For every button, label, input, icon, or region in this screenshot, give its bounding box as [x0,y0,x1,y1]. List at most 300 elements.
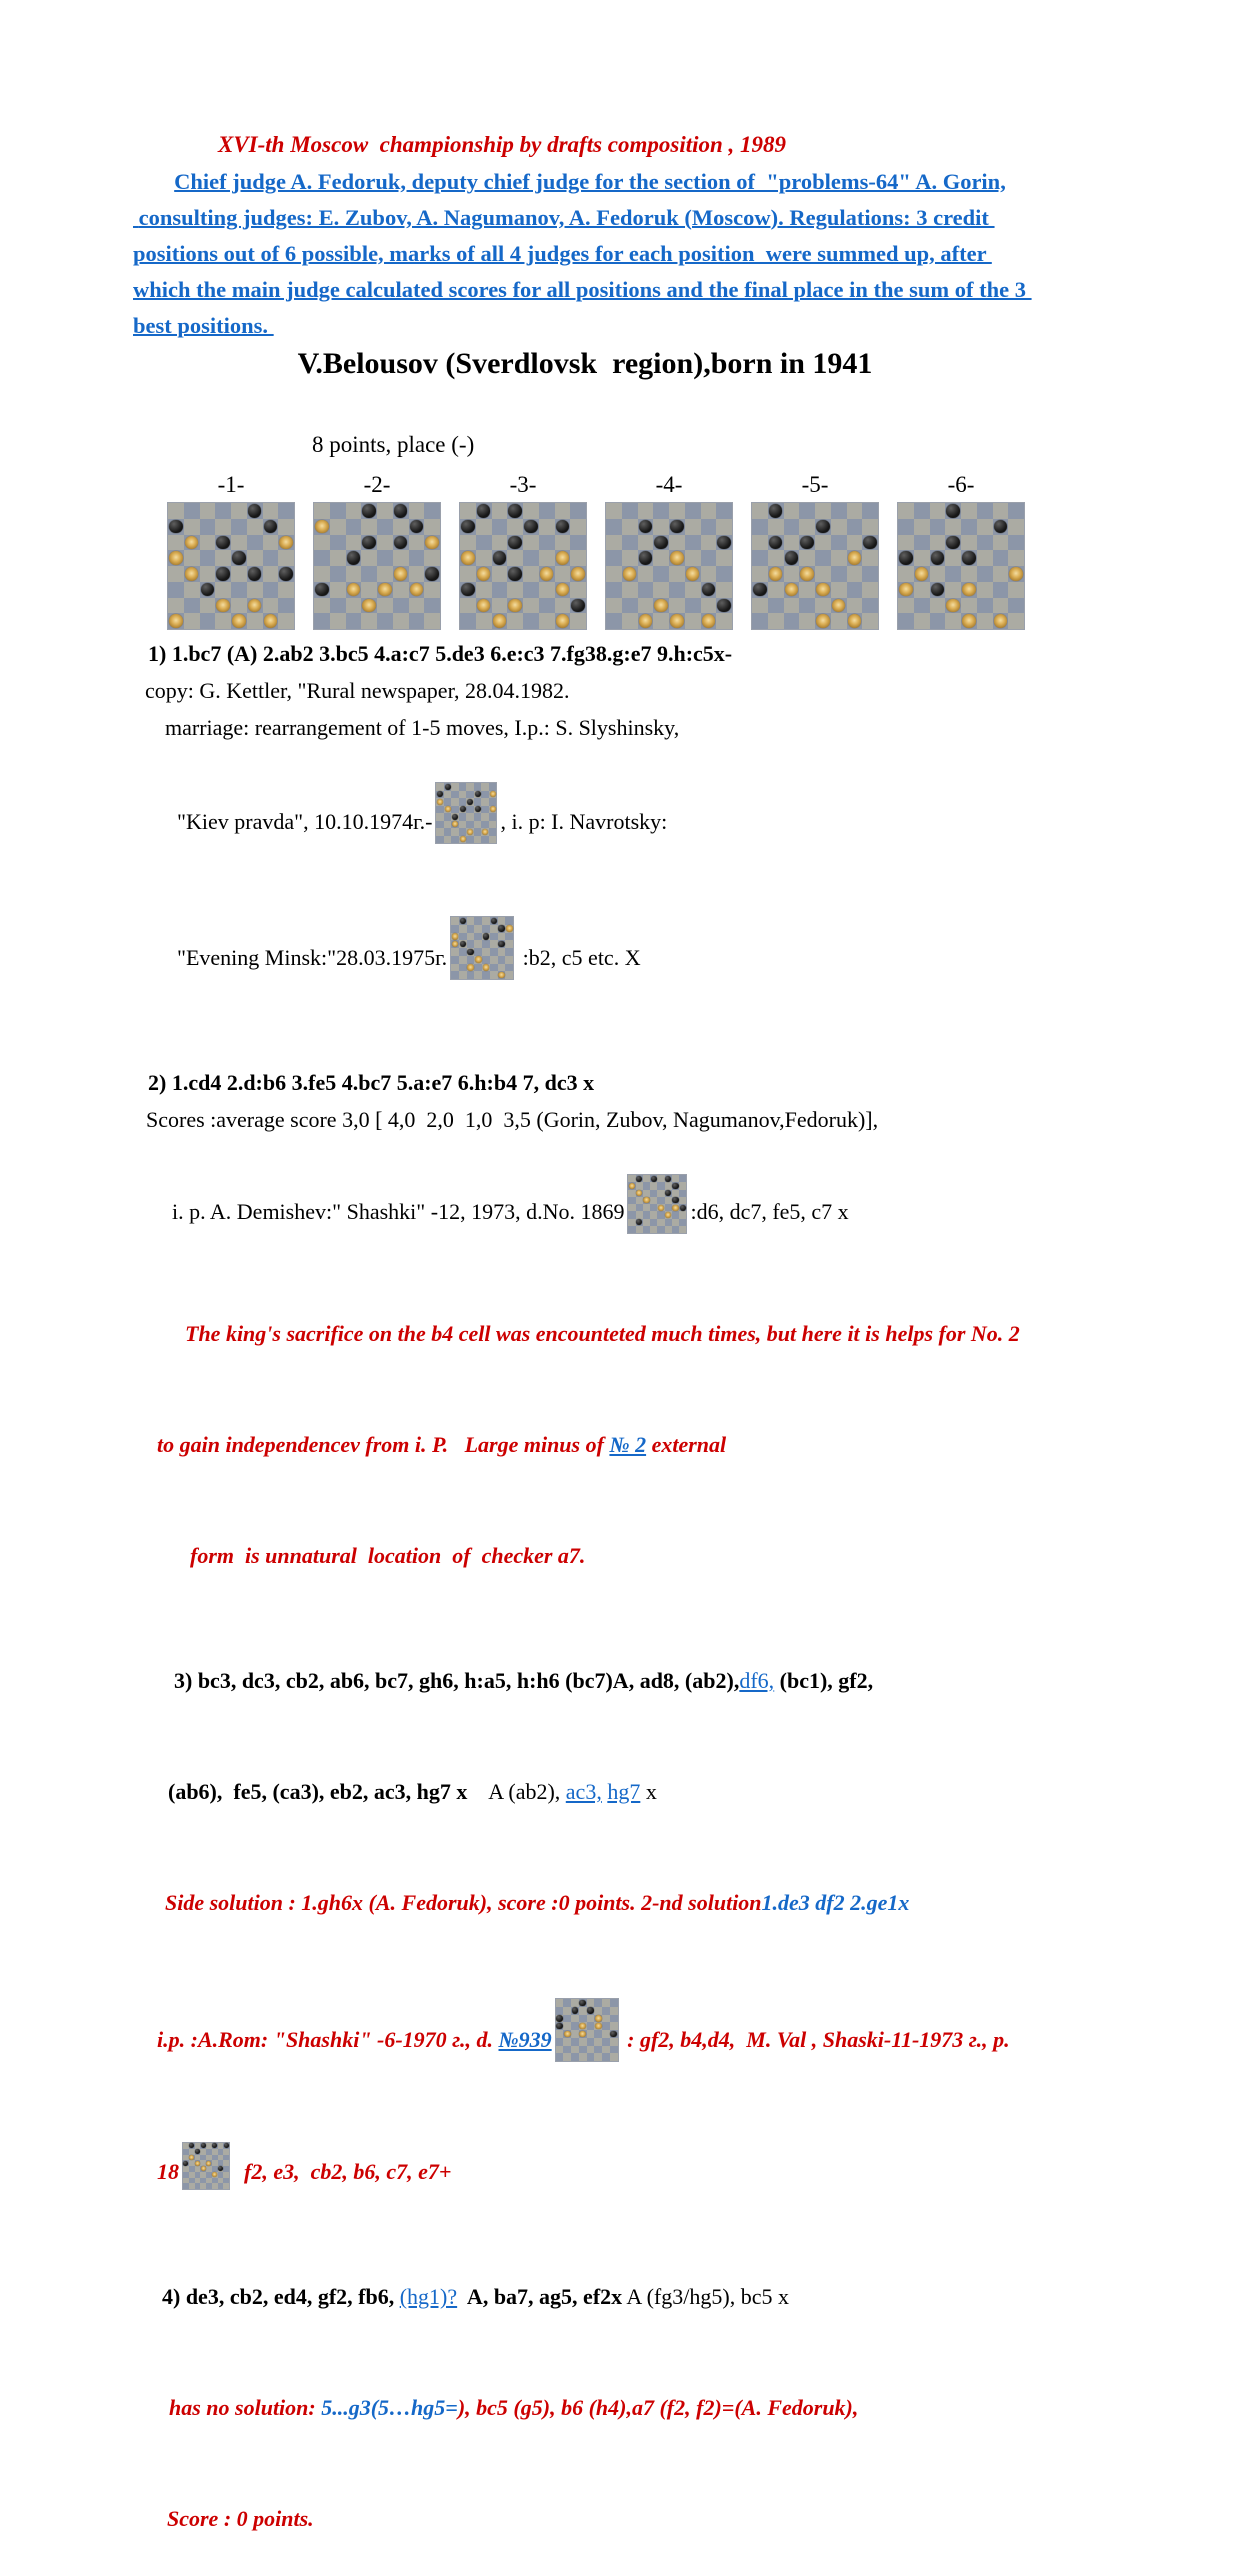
black-checker [201,2143,206,2148]
board-square [223,2183,229,2189]
no-solution-text: has no solution: [169,2395,322,2420]
white-checker [654,599,667,612]
board-square [653,519,669,535]
side-solution-line [0,1847,1240,1958]
board-square [507,519,523,535]
board-square [482,917,490,925]
judges-line-text: consulting judges: E. Zubov, A. Nagumanov, A. Fedoruk (Moscow). Regulations: 3 credit [133,205,995,230]
white-checker [629,1183,635,1189]
board-square [466,791,474,799]
board-square [672,1211,679,1218]
white-checker [264,614,277,627]
board-square [1008,582,1024,598]
board-square [459,828,467,836]
white-checker [946,599,959,612]
board-square [653,613,669,629]
board-square [914,535,930,551]
board-square [481,791,489,799]
board-square [168,582,184,598]
link-df6[interactable]: df6, [739,1668,775,1693]
link-hg7[interactable]: hg7 [607,1779,641,1804]
board-square [498,956,506,964]
board-square [459,821,467,829]
white-checker [994,614,1007,627]
board-square [622,550,638,566]
board-square [409,535,425,551]
link-hg1[interactable]: (hg1)? [399,2284,458,2309]
board-square [278,582,294,598]
board-square [784,535,800,551]
ip-939-text: i.p. :A.Rom: "Shashki" -6-1970 г., d. [157,2027,499,2052]
board-square [489,821,497,829]
board-square [716,519,732,535]
board-square [539,519,555,535]
board-square [657,1219,664,1226]
board-square [579,2007,587,2015]
board-square [393,550,409,566]
demishev-text-after: :d6, dc7, fe5, c7 x [690,1199,849,1224]
board-square [424,598,440,614]
solution-4-variant: A (fg3/hg5), bc5 x [622,2284,789,2309]
board-square [330,582,346,598]
white-checker [279,536,292,549]
board-square [628,1190,635,1197]
board-square [672,1219,679,1226]
black-checker [556,2015,563,2022]
white-checker [556,614,569,627]
board-square [862,550,878,566]
board-square [636,1226,643,1233]
inline-board-18 [183,2143,229,2189]
board-square [665,1226,672,1233]
board-square [539,582,555,598]
board-square [650,1211,657,1218]
board-square [594,2053,602,2061]
black-checker [394,504,407,517]
board-square [330,535,346,551]
board-square [168,503,184,519]
board-square [200,503,216,519]
board-square [346,598,362,614]
comment-line-1 [0,1278,1240,1389]
board-square [459,948,467,956]
board-square [587,1999,595,2007]
white-checker [672,1205,678,1211]
board-square [602,2046,610,2054]
board-square [492,503,508,519]
link-no-939[interactable]: №939 [498,2027,552,2052]
kiev-pravda-line [0,746,1240,880]
board-square [768,598,784,614]
board-square [444,836,452,844]
board-square [977,550,993,566]
inline-board-939 [556,1999,618,2061]
board-square [571,2038,579,2046]
board-square [571,2053,579,2061]
black-checker [654,536,667,549]
board-label-3: -3- [509,472,537,497]
board-square [346,613,362,629]
board-square [474,798,482,806]
board-square [476,519,492,535]
board-square [556,2046,564,2054]
comment-text: The king's sacrifice on the b4 cell was encounteted much times, but here it is helps for No. 2 [185,1321,1020,1346]
board-square [459,783,467,791]
white-checker [467,964,474,971]
board-square [570,613,586,629]
board-square [556,2038,564,2046]
white-checker [506,925,513,932]
board-square [451,971,459,979]
white-checker [571,567,584,580]
board-square [1008,503,1024,519]
board-square [263,550,279,566]
board-square [898,566,914,582]
board-square [481,813,489,821]
solution-1-copy: copy: G. Kettler, "Rural newspaper, 28.04.1982. [145,678,570,703]
board-square [701,503,717,519]
board-square [451,828,459,836]
board-square [945,613,961,629]
board-square [914,550,930,566]
board-square [679,1219,686,1226]
board-square [977,566,993,582]
board-square [361,519,377,535]
board-square [701,535,717,551]
board-square [643,1182,650,1189]
board-square [393,598,409,614]
board-square [278,598,294,614]
link-no-2[interactable]: № 2 [609,1432,647,1457]
board-square [862,598,878,614]
board-square [556,2007,564,2015]
board-square [571,2022,579,2030]
board-square [424,503,440,519]
board-square [606,613,622,629]
black-checker [717,599,730,612]
board-square [539,503,555,519]
board-square [263,598,279,614]
board-square [650,1204,657,1211]
judges-line [0,272,1240,308]
board-square [474,940,482,948]
board-square [831,613,847,629]
board-square [555,503,571,519]
black-checker [524,520,537,533]
page-18-line [0,2106,1240,2227]
board-square [653,566,669,582]
judges-line-text: positions out of 6 possible, marks of all 4 judges for each position were summed up, after [133,241,992,266]
no-solution-text-after: ), bc5 (g5), b6 (h4),a7 (f2, f2)=(A. Fedoruk), [457,2395,859,2420]
board-square [847,503,863,519]
board-square [831,582,847,598]
board-square [602,1999,610,2007]
board-square [622,503,638,519]
board-square [393,582,409,598]
board-square [492,519,508,535]
board-square [587,2053,595,2061]
board-square [377,535,393,551]
white-checker [686,567,699,580]
board-square [650,1226,657,1233]
board-square [539,550,555,566]
board-square [466,836,474,844]
board-square [200,613,216,629]
black-checker [572,2007,579,2014]
board-square [436,821,444,829]
board-square [492,535,508,551]
board-square [945,550,961,566]
board-square [466,813,474,821]
board-square [231,566,247,582]
board-square [679,1211,686,1218]
board-square [571,2030,579,2038]
black-checker [461,583,474,596]
board-square [377,598,393,614]
board-square [215,550,231,566]
board-square [622,582,638,598]
board-square [679,1182,686,1189]
composer-name: V.Belousov (Sverdlovsk region),born in 1941 [297,347,873,380]
board-square [184,613,200,629]
board-square [831,550,847,566]
tournament-title: XVI-th Moscow championship by drafts composition , 1989 [218,132,787,157]
board-square [314,503,330,519]
judges-line-text: which the main judge calculated scores for all positions and the final place in the sum of the 3 [133,277,1032,302]
white-checker [670,614,683,627]
board-square [1008,535,1024,551]
board-square [945,582,961,598]
black-checker [279,567,292,580]
checkers-board-2 [314,503,440,629]
board-square [474,964,482,972]
board-square [1008,613,1024,629]
board-square [451,964,459,972]
board-square [606,503,622,519]
board-square [436,806,444,814]
board-square [579,2053,587,2061]
board-square [799,503,815,519]
board-square [643,1190,650,1197]
board-square [571,1999,579,2007]
board-square [346,503,362,519]
board-square [474,948,482,956]
black-checker [477,504,490,517]
board-square [466,821,474,829]
board-square [650,1219,657,1226]
board-square [490,971,498,979]
board-square [587,2022,595,2030]
inline-board-evening-minsk [451,917,513,979]
white-checker [962,583,975,596]
board-square [314,550,330,566]
link-ac3[interactable]: ac3, [565,1779,602,1804]
board-square [602,2030,610,2038]
board-square [247,535,263,551]
board-square [498,964,506,972]
board-square [451,948,459,956]
black-checker [498,925,505,932]
white-checker [848,551,861,564]
white-checker [362,599,375,612]
board-square [977,613,993,629]
evening-minsk-line [0,880,1240,1016]
board-square [314,566,330,582]
board-square [831,535,847,551]
board-square [215,613,231,629]
board-square [215,582,231,598]
black-checker [863,536,876,549]
board-square [701,566,717,582]
board-square [436,836,444,844]
board-square [862,503,878,519]
board-square [474,813,482,821]
board-square [930,535,946,551]
judges-line [0,200,1240,236]
board-square [184,550,200,566]
ip-939-text-after: : gf2, b4,d4, M. Val , Shaski-11-1973 г., p. [621,2027,1010,2052]
white-checker [477,567,490,580]
board-square [481,806,489,814]
solution-4-moves-after: A, ba7, ag5, ef2x [457,2284,623,2309]
black-checker [491,918,498,925]
board-square [657,1190,664,1197]
white-checker [579,2031,586,2038]
board-square [650,1197,657,1204]
board-square [993,550,1009,566]
board-square [571,2046,579,2054]
board-square [330,566,346,582]
black-checker [347,551,360,564]
board-square [685,550,701,566]
board-square [467,940,475,948]
board-square [215,503,231,519]
board-square [436,813,444,821]
board-square [961,598,977,614]
board-square [914,613,930,629]
board-square [481,821,489,829]
board-square [451,783,459,791]
board-square [587,2038,595,2046]
board-square [898,613,914,629]
board-square [481,836,489,844]
board-square [768,519,784,535]
board-square [638,503,654,519]
board-square [784,503,800,519]
white-checker [564,2031,571,2038]
checkers-board-3 [460,503,586,629]
board-square [377,519,393,535]
black-checker [579,2000,586,2007]
board-square [657,1175,664,1182]
board-square [444,828,452,836]
board-square [602,2053,610,2061]
board-square [672,1175,679,1182]
board-square [752,613,768,629]
board-square [784,519,800,535]
board-square [977,582,993,598]
board-square [579,2046,587,2054]
black-checker [769,504,782,517]
board-square [467,956,475,964]
board-square [523,550,539,566]
board-square [492,582,508,598]
board-square [628,1204,635,1211]
board-square [768,550,784,566]
white-checker [639,614,652,627]
board-square [898,598,914,614]
checkers-board-6 [898,503,1024,629]
board-square [665,1219,672,1226]
board-square [490,964,498,972]
board-label-5: -5- [801,472,829,497]
white-checker [483,964,490,971]
board-square [570,503,586,519]
board-square [474,836,482,844]
board-square [672,1226,679,1233]
board-square [636,1197,643,1204]
board-square [451,791,459,799]
board-square [799,598,815,614]
board-square [393,613,409,629]
black-checker [224,2143,229,2148]
black-checker [445,784,451,790]
black-checker [425,567,438,580]
board-square [436,783,444,791]
board-square [451,925,459,933]
board-square [638,566,654,582]
board-square [263,503,279,519]
board-square [278,613,294,629]
board-square [638,582,654,598]
board-square [643,1211,650,1218]
board-square [523,598,539,614]
board-square [377,613,393,629]
board-square [539,613,555,629]
board-square [669,503,685,519]
board-square [314,598,330,614]
board-square [679,1190,686,1197]
board-square [278,503,294,519]
white-checker [394,567,407,580]
checkers-board-1 [168,503,294,629]
board-square [168,566,184,582]
board-square [653,550,669,566]
board-square [505,917,513,925]
board-square [657,1211,664,1218]
second-solution-moves: 1.de3 df2 2.ge1x [761,1890,910,1915]
board-square [669,582,685,598]
board-square [377,566,393,582]
board-square [638,535,654,551]
board-label-1: -1- [217,472,245,497]
black-checker [670,520,683,533]
board-square [444,791,452,799]
board-square [556,2053,564,2061]
board-square [571,2015,579,2023]
white-checker [461,551,474,564]
board-square [474,917,482,925]
score-line [0,2463,1240,2574]
board-square [474,821,482,829]
board-square [831,519,847,535]
board-square [669,566,685,582]
board-square [424,550,440,566]
board-square [961,503,977,519]
board-square [993,535,1009,551]
board-square [200,519,216,535]
board-square [862,582,878,598]
